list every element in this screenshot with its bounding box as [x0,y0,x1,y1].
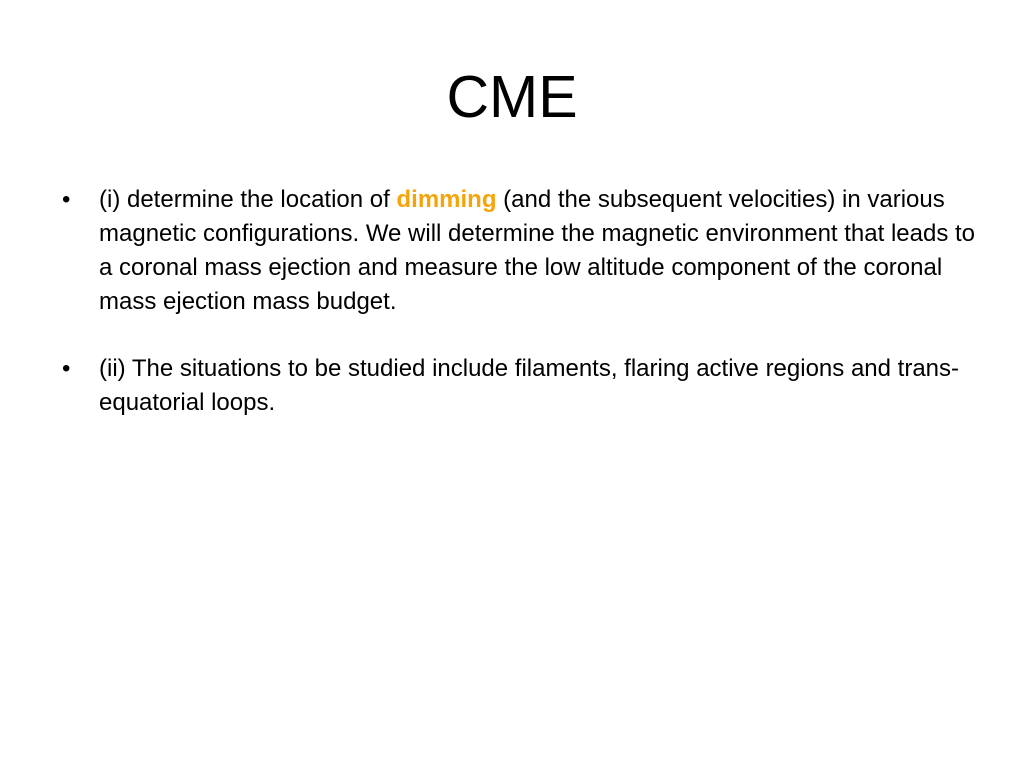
bullet-icon: • [62,355,71,382]
bullet-2-text: (ii) The situations to be studied include filaments, flaring active regions and trans-equatorial loops. [99,355,960,416]
slide-title: CME [446,64,578,130]
bullet-icon: • [62,186,71,213]
bullet-list [62,183,992,453]
bullet-1-highlight-dimming: dimming [396,186,497,213]
bullet-1-text-before: (i) determine the location of [99,186,397,213]
bullet-item-2 [62,352,992,420]
bullet-item-1 [62,183,992,319]
bullet-1-text-after: (and the subsequent velocities) in various magnetic configurations. We will determine the magnetic environment that leads to a coronal mass ejection and measure the low altitude component of the coronal mass ejection mass budget. [99,186,976,315]
